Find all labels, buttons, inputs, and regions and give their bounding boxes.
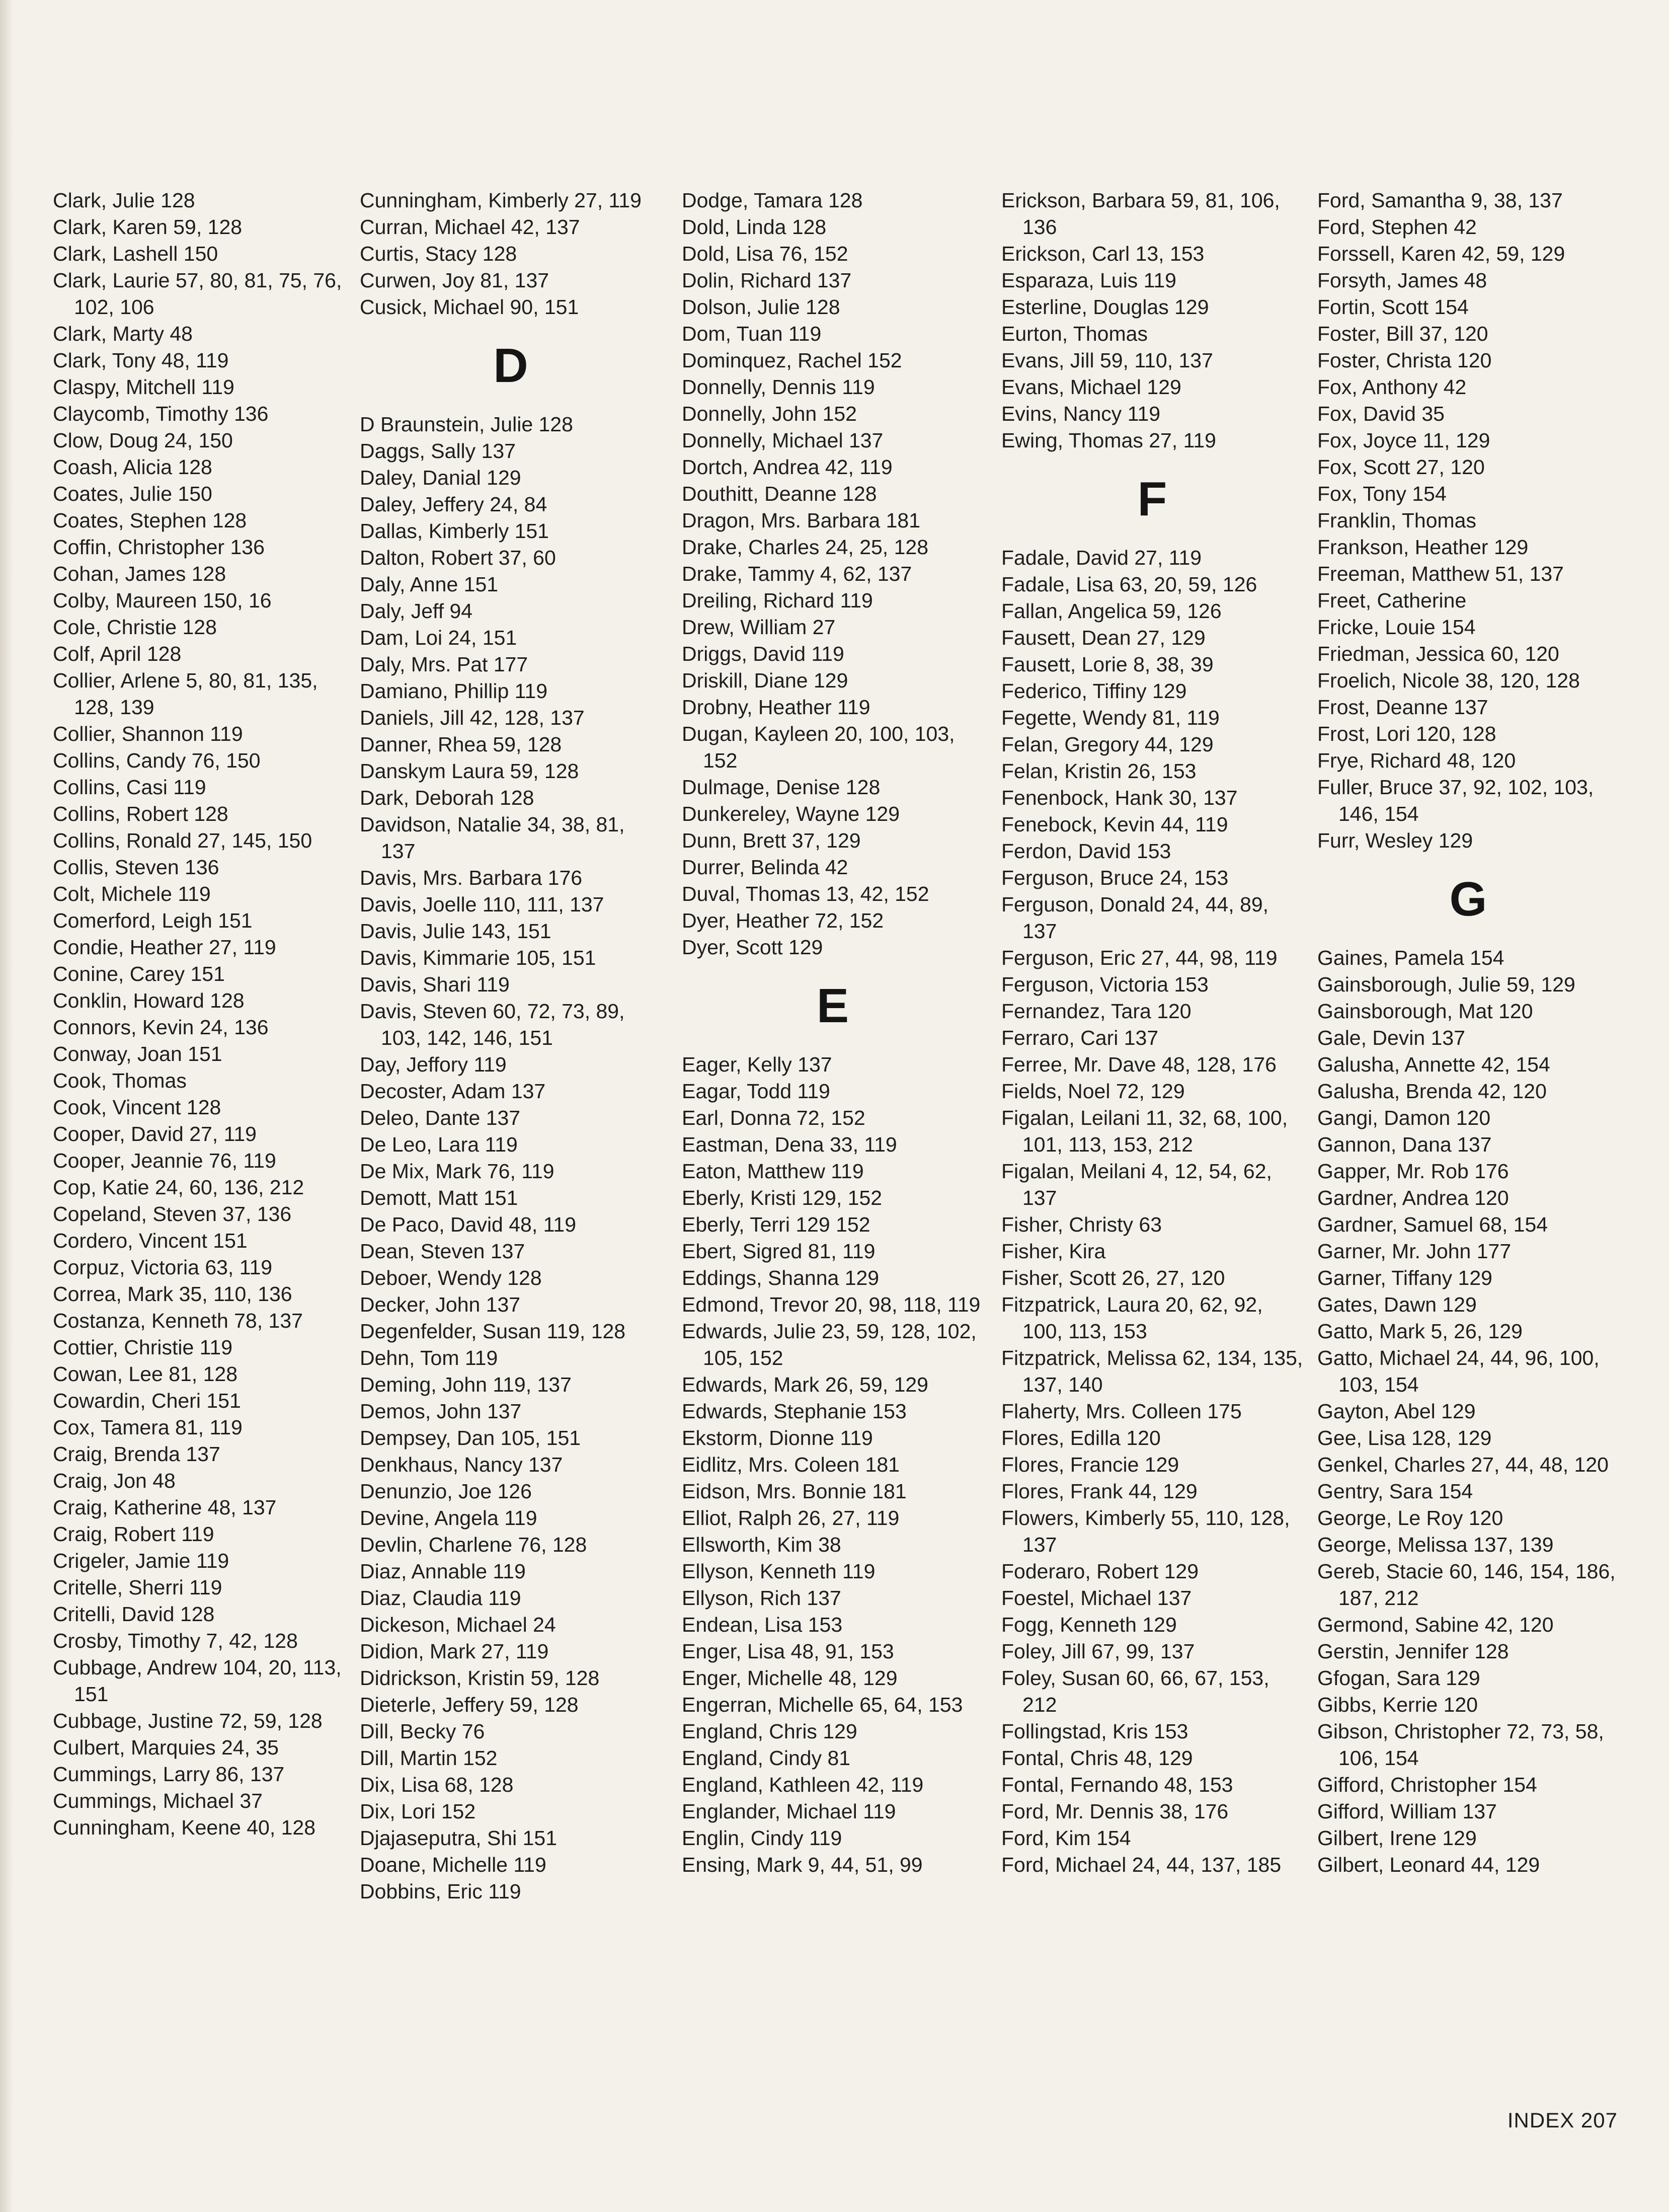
index-entry: Daly, Mrs. Pat 177 — [360, 653, 528, 676]
index-entry: Edmond, Trevor 20, 98, 118, 119 — [682, 1293, 981, 1316]
index-entry: Gentry, Sara 154 — [1317, 1480, 1473, 1503]
index-entry: Flores, Frank 44, 129 — [1001, 1480, 1198, 1503]
index-entry: Esterline, Douglas 129 — [1001, 295, 1209, 319]
index-entry: Fitzpatrick, Laura 20, 62, 92, 100, 113, 153 — [1001, 1293, 1263, 1343]
index-entry: England, Kathleen 42, 119 — [682, 1773, 924, 1796]
index-entry: Gee, Lisa 128, 129 — [1317, 1426, 1492, 1450]
index-entry: Corpuz, Victoria 63, 119 — [53, 1256, 273, 1279]
index-entry: Furr, Wesley 129 — [1317, 829, 1473, 852]
index-entry: Fitzpatrick, Melissa 62, 134, 135, 137, 140 — [1001, 1346, 1303, 1396]
index-entry: Decker, John 137 — [360, 1293, 521, 1316]
index-entry: Eager, Kelly 137 — [682, 1053, 832, 1076]
index-entry: Enger, Michelle 48, 129 — [682, 1666, 898, 1690]
index-entry: Conklin, Howard 128 — [53, 989, 245, 1012]
index-entry: Esparaza, Luis 119 — [1001, 269, 1176, 292]
index-entry: Cook, Thomas — [53, 1069, 187, 1092]
index-entry: Dyer, Heather 72, 152 — [682, 909, 884, 932]
index-entry: Forssell, Karen 42, 59, 129 — [1317, 242, 1565, 265]
index-entry: Ford, Mr. Dennis 38, 176 — [1001, 1800, 1229, 1823]
index-entry: Gerstin, Jennifer 128 — [1317, 1640, 1509, 1663]
index-entry: Cohan, James 128 — [53, 562, 226, 585]
index-entry: Crigeler, Jamie 119 — [53, 1549, 229, 1572]
index-entry: De Leo, Lara 119 — [360, 1133, 518, 1156]
index-entry: Dold, Lisa 76, 152 — [682, 242, 848, 265]
index-entry: Ellsworth, Kim 38 — [682, 1533, 841, 1556]
index-entry: Foley, Jill 67, 99, 137 — [1001, 1640, 1195, 1663]
index-entry: Daggs, Sally 137 — [360, 439, 516, 463]
index-entry: Fadale, David 27, 119 — [1001, 546, 1202, 569]
index-entry: Foster, Christa 120 — [1317, 349, 1492, 372]
index-entry: Claspy, Mitchell 119 — [53, 375, 234, 399]
index-entry: Dreiling, Richard 119 — [682, 589, 873, 612]
index-entry: Freet, Catherine — [1317, 589, 1467, 612]
index-entry: Gardner, Samuel 68, 154 — [1317, 1213, 1548, 1236]
index-entry: Eberly, Kristi 129, 152 — [682, 1186, 883, 1209]
index-entry: Deming, John 119, 137 — [360, 1373, 572, 1396]
index-column-1 — [53, 187, 355, 1841]
index-entry: Fisher, Christy 63 — [1001, 1213, 1162, 1236]
index-entry: Collins, Robert 128 — [53, 802, 228, 825]
index-entry: Gainsborough, Mat 120 — [1317, 1000, 1533, 1023]
index-entry: D Braunstein, Julie 128 — [360, 413, 573, 436]
index-entry: Gapper, Mr. Rob 176 — [1317, 1160, 1509, 1183]
index-entry: Germond, Sabine 42, 120 — [1317, 1613, 1554, 1636]
index-entry: Coates, Stephen 128 — [53, 509, 247, 532]
index-entry: England, Chris 129 — [682, 1720, 857, 1743]
index-entry: Fontal, Fernando 48, 153 — [1001, 1773, 1233, 1796]
index-entry: Gangi, Damon 120 — [1317, 1106, 1491, 1129]
index-entry: Clow, Doug 24, 150 — [53, 429, 233, 452]
index-entry: Flores, Francie 129 — [1001, 1453, 1179, 1476]
index-entry: Gaines, Pamela 154 — [1317, 946, 1504, 969]
index-entry: Deleo, Dante 137 — [360, 1106, 521, 1129]
index-entry: Dehn, Tom 119 — [360, 1346, 498, 1369]
index-entry: Davis, Mrs. Barbara 176 — [360, 866, 583, 889]
index-entry: Gatto, Michael 24, 44, 96, 100, 103, 154 — [1317, 1346, 1600, 1396]
index-entry: Fox, Joyce 11, 129 — [1317, 429, 1490, 452]
index-entry: Curtis, Stacy 128 — [360, 242, 517, 265]
index-entry: Frankson, Heather 129 — [1317, 536, 1529, 559]
index-entry: Ford, Michael 24, 44, 137, 185 — [1001, 1853, 1282, 1876]
index-entry: Gibbs, Kerrie 120 — [1317, 1693, 1478, 1716]
index-entry: Gilbert, Irene 129 — [1317, 1826, 1477, 1850]
index-entry: Flowers, Kimberly 55, 110, 128, 137 — [1001, 1506, 1290, 1556]
index-entry: Coash, Alicia 128 — [53, 455, 212, 479]
index-entry: Collier, Arlene 5, 80, 81, 135, 128, 139 — [53, 669, 318, 719]
index-entry: Dugan, Kayleen 20, 100, 103, 152 — [682, 722, 955, 772]
index-entry: De Mix, Mark 76, 119 — [360, 1160, 554, 1183]
index-entry: Dunkereley, Wayne 129 — [682, 802, 900, 825]
index-column-3 — [682, 187, 984, 1878]
index-entry: Cook, Vincent 128 — [53, 1096, 221, 1119]
index-entry: Fausett, Lorie 8, 38, 39 — [1001, 653, 1214, 676]
index-entry: Daley, Danial 129 — [360, 466, 521, 489]
index-entry: Fadale, Lisa 63, 20, 59, 126 — [1001, 573, 1257, 596]
index-entry: Gatto, Mark 5, 26, 129 — [1317, 1320, 1523, 1343]
index-entry: Forsyth, James 48 — [1317, 269, 1487, 292]
index-entry: Gainsborough, Julie 59, 129 — [1317, 973, 1575, 996]
index-entry: Cooper, David 27, 119 — [53, 1122, 257, 1146]
index-entry: Ekstorm, Dionne 119 — [682, 1426, 873, 1450]
index-entry: Froelich, Nicole 38, 120, 128 — [1317, 669, 1580, 692]
index-entry: Fricke, Louie 154 — [1317, 616, 1476, 639]
index-entry: Freeman, Matthew 51, 137 — [1317, 562, 1564, 585]
index-entry: Friedman, Jessica 60, 120 — [1317, 642, 1559, 665]
index-entry: Ewing, Thomas 27, 119 — [1001, 429, 1216, 452]
index-entry: Felan, Kristin 26, 153 — [1001, 759, 1197, 783]
index-entry: Donnelly, John 152 — [682, 402, 857, 425]
index-entry: Comerford, Leigh 151 — [53, 909, 253, 932]
index-entry: Cordero, Vincent 151 — [53, 1229, 248, 1252]
index-entry: Demott, Matt 151 — [360, 1186, 518, 1209]
index-entry: Cunningham, Kimberly 27, 119 — [360, 189, 642, 212]
index-entry: Craig, Katherine 48, 137 — [53, 1496, 277, 1519]
index-entry: Gardner, Andrea 120 — [1317, 1186, 1509, 1209]
index-entry: Craig, Jon 48 — [53, 1469, 176, 1492]
index-entry: Cop, Katie 24, 60, 136, 212 — [53, 1176, 304, 1199]
index-entry: Fields, Noel 72, 129 — [1001, 1080, 1185, 1103]
index-entry: Collins, Casi 119 — [53, 776, 206, 799]
index-entry: Craig, Brenda 137 — [53, 1442, 220, 1466]
index-entry: Drobny, Heather 119 — [682, 696, 870, 719]
index-entry: Cubbage, Justine 72, 59, 128 — [53, 1709, 323, 1732]
index-entry: Daniels, Jill 42, 128, 137 — [360, 706, 585, 729]
index-entry: Denkhaus, Nancy 137 — [360, 1453, 563, 1476]
index-entry: Figalan, Meilani 4, 12, 54, 62, 137 — [1001, 1160, 1272, 1209]
index-entry: Eurton, Thomas — [1001, 322, 1148, 345]
index-entry: Dill, Martin 152 — [360, 1746, 498, 1770]
index-entry: Ferguson, Victoria 153 — [1001, 973, 1209, 996]
index-entry: Davidson, Natalie 34, 38, 81, 137 — [360, 813, 625, 863]
index-entry: Devine, Angela 119 — [360, 1506, 537, 1530]
index-entry: Dickeson, Michael 24 — [360, 1613, 556, 1636]
index-entry: Gfogan, Sara 129 — [1317, 1666, 1480, 1690]
index-entry: Cowardin, Cheri 151 — [53, 1389, 241, 1412]
index-entry: Englander, Michael 119 — [682, 1800, 896, 1823]
index-entry: Conway, Joan 151 — [53, 1042, 222, 1065]
index-entry: Engerran, Michelle 65, 64, 153 — [682, 1693, 963, 1716]
index-entry: Ferdon, David 153 — [1001, 840, 1171, 863]
index-entry: George, Le Roy 120 — [1317, 1506, 1503, 1530]
index-entry: Evans, Michael 129 — [1001, 375, 1181, 399]
index-entry: Driskill, Diane 129 — [682, 669, 848, 692]
index-entry: Dunn, Brett 37, 129 — [682, 829, 861, 852]
index-entry: Cummings, Larry 86, 137 — [53, 1763, 285, 1786]
index-entry: Fausett, Dean 27, 129 — [1001, 626, 1206, 649]
index-entry: Foley, Susan 60, 66, 67, 153, 212 — [1001, 1666, 1269, 1716]
index-entry: Dragon, Mrs. Barbara 181 — [682, 509, 921, 532]
index-entry: Ellyson, Rich 137 — [682, 1586, 841, 1610]
index-entry: Didion, Mark 27, 119 — [360, 1640, 549, 1663]
index-entry: Evans, Jill 59, 110, 137 — [1001, 349, 1213, 372]
index-entry: Dix, Lisa 68, 128 — [360, 1773, 514, 1796]
index-entry: Curwen, Joy 81, 137 — [360, 269, 549, 292]
index-column-2 — [360, 187, 662, 1905]
index-entry: Enger, Lisa 48, 91, 153 — [682, 1640, 894, 1663]
index-entry: Cubbage, Andrew 104, 20, 113, 151 — [53, 1656, 342, 1706]
index-entry: Dominquez, Rachel 152 — [682, 349, 902, 372]
index-entry: Dortch, Andrea 42, 119 — [682, 455, 893, 479]
index-entry: Fallan, Angelica 59, 126 — [1001, 599, 1222, 623]
index-entry: Galusha, Brenda 42, 120 — [1317, 1080, 1547, 1103]
index-entry: Fox, Anthony 42 — [1317, 375, 1467, 399]
index-entry: Fogg, Kenneth 129 — [1001, 1613, 1177, 1636]
index-entry: Frost, Deanne 137 — [1317, 696, 1488, 719]
section-letter-g: G — [1449, 872, 1487, 926]
index-entry: Cottier, Christie 119 — [53, 1336, 233, 1359]
index-entry: Endean, Lisa 153 — [682, 1613, 843, 1636]
index-entry: Eagar, Todd 119 — [682, 1080, 830, 1103]
index-entry: Fuller, Bruce 37, 92, 102, 103, 146, 154 — [1317, 776, 1594, 825]
index-entry: Gifford, William 137 — [1317, 1800, 1497, 1823]
index-entry: Dean, Steven 137 — [360, 1240, 525, 1263]
index-entry: Cole, Christie 128 — [53, 616, 217, 639]
index-entry: Clark, Karen 59, 128 — [53, 215, 243, 239]
index-entry: Fox, Tony 154 — [1317, 482, 1447, 505]
index-entry: Eaton, Matthew 119 — [682, 1160, 864, 1183]
index-entry: Eastman, Dena 33, 119 — [682, 1133, 897, 1156]
index-entry: Coffin, Christopher 136 — [53, 536, 265, 559]
index-entry: Demos, John 137 — [360, 1400, 522, 1423]
index-entry: Condie, Heather 27, 119 — [53, 936, 276, 959]
index-entry: Davis, Kimmarie 105, 151 — [360, 946, 596, 969]
index-entry: Gates, Dawn 129 — [1317, 1293, 1477, 1316]
index-entry: Galusha, Annette 42, 154 — [1317, 1053, 1550, 1076]
index-entry: Ensing, Mark 9, 44, 51, 99 — [682, 1853, 923, 1876]
index-entry: Copeland, Steven 37, 136 — [53, 1202, 292, 1226]
index-entry: Cooper, Jeannie 76, 119 — [53, 1149, 276, 1172]
index-entry: Daly, Jeff 94 — [360, 599, 473, 623]
index-column-5 — [1317, 187, 1619, 1878]
index-entry: Englin, Cindy 119 — [682, 1826, 842, 1850]
index-entry: Correa, Mark 35, 110, 136 — [53, 1282, 292, 1306]
index-entry: Collins, Candy 76, 150 — [53, 749, 261, 772]
index-entry: Danskym Laura 59, 128 — [360, 759, 579, 783]
index-entry: Davis, Joelle 110, 111, 137 — [360, 893, 604, 916]
index-entry: Frye, Richard 48, 120 — [1317, 749, 1516, 772]
index-entry: Clark, Lashell 150 — [53, 242, 218, 265]
index-entry: Dam, Loi 24, 151 — [360, 626, 517, 649]
page-gutter-shadow — [0, 0, 13, 2212]
index-entry: George, Melissa 137, 139 — [1317, 1533, 1554, 1556]
index-entry: Davis, Julie 143, 151 — [360, 920, 551, 943]
index-entry: Devlin, Charlene 76, 128 — [360, 1533, 587, 1556]
index-entry: Denunzio, Joe 126 — [360, 1480, 532, 1503]
index-entry: Ferguson, Donald 24, 44, 89, 137 — [1001, 893, 1269, 943]
index-entry: Collis, Steven 136 — [53, 856, 219, 879]
index-entry: Davis, Steven 60, 72, 73, 89, 103, 142, 146, 151 — [360, 1000, 625, 1049]
index-entry: Fernandez, Tara 120 — [1001, 1000, 1191, 1023]
index-entry: Dark, Deborah 128 — [360, 786, 534, 809]
index-entry: Diaz, Annable 119 — [360, 1560, 526, 1583]
index-entry: Dill, Becky 76 — [360, 1720, 485, 1743]
index-entry: Degenfelder, Susan 119, 128 — [360, 1320, 626, 1343]
index-entry: Gifford, Christopher 154 — [1317, 1773, 1537, 1796]
index-entry: Earl, Donna 72, 152 — [682, 1106, 865, 1129]
index-entry: Ford, Stephen 42 — [1317, 215, 1477, 239]
section-letter-f: F — [1137, 472, 1167, 526]
index-entry: Gibson, Christopher 72, 73, 58, 106, 154 — [1317, 1720, 1604, 1770]
index-entry: Foderaro, Robert 129 — [1001, 1560, 1199, 1583]
index-entry: Garner, Tiffany 129 — [1317, 1266, 1492, 1289]
index-entry: Erickson, Carl 13, 153 — [1001, 242, 1205, 265]
index-entry: Eberly, Terri 129 152 — [682, 1213, 870, 1236]
index-entry: England, Cindy 81 — [682, 1746, 851, 1770]
index-entry: Cox, Tamera 81, 119 — [53, 1416, 243, 1439]
index-entry: Fox, David 35 — [1317, 402, 1445, 425]
index-entry: Fortin, Scott 154 — [1317, 295, 1469, 319]
index-entry: Colf, April 128 — [53, 642, 182, 665]
index-entry: Genkel, Charles 27, 44, 48, 120 — [1317, 1453, 1609, 1476]
index-entry: Clark, Marty 48 — [53, 322, 193, 345]
index-entry: Coates, Julie 150 — [53, 482, 212, 505]
index-entry: Clark, Tony 48, 119 — [53, 349, 229, 372]
index-entry: Dyer, Scott 129 — [682, 936, 823, 959]
index-entry: Fisher, Kira — [1001, 1240, 1106, 1263]
index-entry: Edwards, Julie 23, 59, 128, 102, 105, 152 — [682, 1320, 977, 1369]
index-entry: Gereb, Stacie 60, 146, 154, 186, 187, 212 — [1317, 1560, 1616, 1610]
index-entry: Colt, Michele 119 — [53, 882, 211, 905]
index-entry: Clark, Julie 128 — [53, 189, 195, 212]
index-entry: Elliot, Ralph 26, 27, 119 — [682, 1506, 900, 1530]
index-entry: Deboer, Wendy 128 — [360, 1266, 542, 1289]
index-entry: Conine, Carey 151 — [53, 962, 225, 985]
index-entry: Dix, Lori 152 — [360, 1800, 476, 1823]
index-entry: Flores, Edilla 120 — [1001, 1426, 1161, 1450]
index-entry: Djajaseputra, Shi 151 — [360, 1826, 558, 1850]
index-entry: Donnelly, Dennis 119 — [682, 375, 875, 399]
index-entry: Durrer, Belinda 42 — [682, 856, 848, 879]
index-entry: Diaz, Claudia 119 — [360, 1586, 521, 1610]
index-entry: Ferraro, Cari 137 — [1001, 1026, 1159, 1049]
page-folio: INDEX 207 — [1507, 2108, 1618, 2132]
index-entry: Franklin, Thomas — [1317, 509, 1476, 532]
index-entry: Cummings, Michael 37 — [53, 1789, 263, 1812]
index-entry: Eddings, Shanna 129 — [682, 1266, 880, 1289]
index-entry: Follingstad, Kris 153 — [1001, 1720, 1188, 1743]
index-entry: Donnelly, Michael 137 — [682, 429, 884, 452]
index-entry: Cunningham, Keene 40, 128 — [53, 1816, 316, 1839]
index-entry: Drew, William 27 — [682, 616, 836, 639]
index-entry: Flaherty, Mrs. Colleen 175 — [1001, 1400, 1242, 1423]
index-entry: Gannon, Dana 137 — [1317, 1133, 1492, 1156]
index-entry: Collins, Ronald 27, 145, 150 — [53, 829, 312, 852]
index-entry: Eidlitz, Mrs. Coleen 181 — [682, 1453, 900, 1476]
index-entry: Fisher, Scott 26, 27, 120 — [1001, 1266, 1225, 1289]
index-entry: Critelle, Sherri 119 — [53, 1576, 222, 1599]
index-entry: Dallas, Kimberly 151 — [360, 519, 549, 543]
index-entry: Curran, Michael 42, 137 — [360, 215, 580, 239]
index-entry: Drake, Charles 24, 25, 128 — [682, 536, 928, 559]
index-entry: Dieterle, Jeffery 59, 128 — [360, 1693, 579, 1716]
index-entry: Decoster, Adam 137 — [360, 1080, 546, 1103]
index-entry: Davis, Shari 119 — [360, 973, 510, 996]
index-entry: Damiano, Phillip 119 — [360, 679, 548, 703]
section-letter-e: E — [816, 979, 849, 1033]
index-entry: Clark, Laurie 57, 80, 81, 75, 76, 102, 106 — [53, 269, 342, 319]
index-column-4 — [1001, 187, 1303, 1878]
index-entry: Eidson, Mrs. Bonnie 181 — [682, 1480, 907, 1503]
index-entry: Garner, Mr. John 177 — [1317, 1240, 1512, 1263]
index-entry: Connors, Kevin 24, 136 — [53, 1016, 269, 1039]
index-entry: Fenenbock, Hank 30, 137 — [1001, 786, 1238, 809]
index-entry: Ebert, Sigred 81, 119 — [682, 1240, 876, 1263]
index-entry: Ferguson, Eric 27, 44, 98, 119 — [1001, 946, 1278, 969]
index-entry: Fox, Scott 27, 120 — [1317, 455, 1485, 479]
index-entry: Ferguson, Bruce 24, 153 — [1001, 866, 1229, 889]
index-entry: Douthitt, Deanne 128 — [682, 482, 877, 505]
index-entry: Colby, Maureen 150, 16 — [53, 589, 272, 612]
index-entry: Gilbert, Leonard 44, 129 — [1317, 1853, 1540, 1876]
index-entry: Dodge, Tamara 128 — [682, 189, 863, 212]
index-entry: Dobbins, Eric 119 — [360, 1880, 521, 1903]
index-entry: Fontal, Chris 48, 129 — [1001, 1746, 1193, 1770]
index-entry: Edwards, Mark 26, 59, 129 — [682, 1373, 928, 1396]
index-entry: Ellyson, Kenneth 119 — [682, 1560, 876, 1583]
index-entry: Ford, Kim 154 — [1001, 1826, 1131, 1850]
index-entry: Frost, Lori 120, 128 — [1317, 722, 1496, 745]
index-entry: Ford, Samantha 9, 38, 137 — [1317, 189, 1563, 212]
index-entry: Crosby, Timothy 7, 42, 128 — [53, 1629, 298, 1652]
index-entry: Dold, Linda 128 — [682, 215, 827, 239]
index-entry: Duval, Thomas 13, 42, 152 — [682, 882, 929, 905]
index-entry: Culbert, Marquies 24, 35 — [53, 1736, 279, 1759]
index-entry: Fenebock, Kevin 44, 119 — [1001, 813, 1228, 836]
index-entry: Collier, Shannon 119 — [53, 722, 243, 745]
index-entry: Foster, Bill 37, 120 — [1317, 322, 1488, 345]
index-entry: Cowan, Lee 81, 128 — [53, 1362, 237, 1386]
index-entry: Didrickson, Kristin 59, 128 — [360, 1666, 600, 1690]
index-entry: Dempsey, Dan 105, 151 — [360, 1426, 581, 1450]
index-entry: Federico, Tiffiny 129 — [1001, 679, 1187, 703]
index-entry: Daly, Anne 151 — [360, 573, 499, 596]
index-entry: Critelli, David 128 — [53, 1603, 215, 1626]
index-entry: Dalton, Robert 37, 60 — [360, 546, 556, 569]
index-entry: Daley, Jeffery 24, 84 — [360, 493, 547, 516]
index-entry: Dolin, Richard 137 — [682, 269, 852, 292]
index-entry: Erickson, Barbara 59, 81, 106, 136 — [1001, 189, 1280, 239]
index-entry: Ferree, Mr. Dave 48, 128, 176 — [1001, 1053, 1277, 1076]
index-entry: Fegette, Wendy 81, 119 — [1001, 706, 1220, 729]
index-entry: Gale, Devin 137 — [1317, 1026, 1466, 1049]
index-entry: Dolson, Julie 128 — [682, 295, 840, 319]
index-entry: Doane, Michelle 119 — [360, 1853, 546, 1876]
index-entry: Driggs, David 119 — [682, 642, 844, 665]
index-entry: Foestel, Michael 137 — [1001, 1586, 1192, 1610]
index-entry: Dulmage, Denise 128 — [682, 776, 881, 799]
index-entry: Cusick, Michael 90, 151 — [360, 295, 579, 319]
index-entry: Figalan, Leilani 11, 32, 68, 100, 101, 113, 153, 212 — [1001, 1106, 1288, 1156]
index-entry: Drake, Tammy 4, 62, 137 — [682, 562, 912, 585]
index-entry: Felan, Gregory 44, 129 — [1001, 733, 1214, 756]
index-entry: Claycomb, Timothy 136 — [53, 402, 269, 425]
index-entry: Danner, Rhea 59, 128 — [360, 733, 562, 756]
index-entry: Craig, Robert 119 — [53, 1522, 214, 1546]
index-entry: De Paco, David 48, 119 — [360, 1213, 576, 1236]
index-entry: Edwards, Stephanie 153 — [682, 1400, 907, 1423]
index-entry: Evins, Nancy 119 — [1001, 402, 1161, 425]
section-letter-d: D — [493, 339, 528, 393]
index-entry: Day, Jeffory 119 — [360, 1053, 507, 1076]
index-entry: Dom, Tuan 119 — [682, 322, 822, 345]
index-entry: Costanza, Kenneth 78, 137 — [53, 1309, 303, 1332]
index-entry: Gayton, Abel 129 — [1317, 1400, 1476, 1423]
